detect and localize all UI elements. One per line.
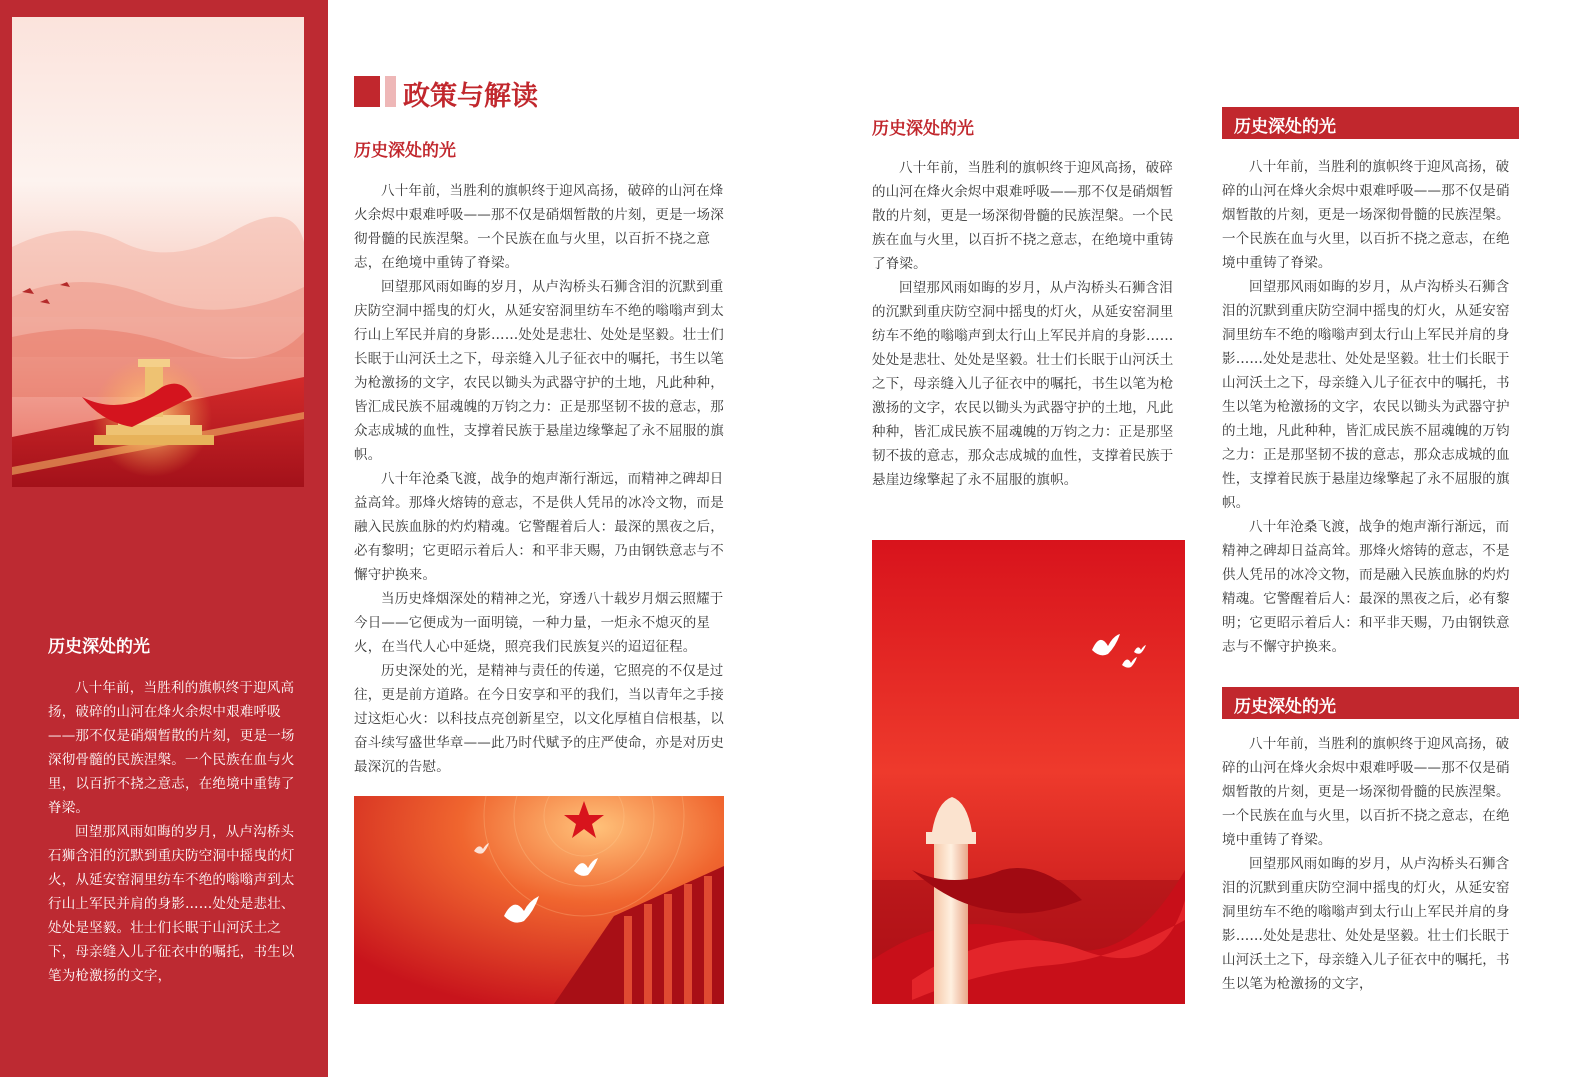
middle-paragraph-1: 八十年前，当胜利的旗帜终于迎风高扬，破碎的山河在烽火余烬中艰难呼吸——那不仅是硝烟暂散的片刻，更是一场深彻骨髓的民族涅槃。一个民族在血与火里，以百折不挠之意志，在绝境中重铸了脊梁。 [354,183,724,271]
left-heading: 历史深处的光 [48,637,150,657]
left-body-text [48,676,299,988]
middle-paragraph-2: 回望那风雨如晦的岁月，从卢沟桥头石狮含泪的沉默到重庆防空洞中摇曳的灯火，从延安窑洞里纺车不绝的嗡嗡声到太行山上军民并肩的身影……处处是悲壮、处处是坚毅。壮士们长眠于山河沃土之下，母亲缝入儿子征衣中的嘱托，书生以笔为枪激扬的文字，农民以锄头为武器守护的土地，凡此种种，皆汇成民族不屈魂魄的万钧之力：正是那坚韧不拔的意志，那众志成城的血性，支撑着民族于悬崖边缘擎起了永不屈服的旗帜。 [354,279,724,463]
right-middle-huabiao-image [872,540,1185,1004]
right-heading-2: 历史深处的光 [1234,697,1336,717]
section-title-mark-light [385,76,396,107]
right-block1-paragraph-3: 八十年沧桑飞渡，战争的炮声渐行渐远，而精神之碑却日益高耸。那烽火熔铸的意志，不是供人凭吊的冰冷文物，而是融入民族血脉的灼灼精魂。它警醒着后人：最深的黑夜之后，必有黎明；它更昭示着后人：和平非天赐，乃由钢铁意志与不懈守护换来。 [1222,519,1510,655]
left-paragraph-2: 回望那风雨如晦的岁月，从卢沟桥头石狮含泪的沉默到重庆防空洞中摇曳的灯火，从延安窑洞里纺车不绝的嗡嗡声到太行山上军民并肩的身影……处处是悲壮、处处是坚毅。壮士们长眠于山河沃土之下，母亲缝入儿子征衣中的嘱托，书生以笔为枪激扬的文字， [48,824,295,984]
middle-paragraph-4: 当历史烽烟深处的精神之光，穿透八十载岁月烟云照耀于今日——它便成为一面明镜，一种力量，一炬永不熄灭的星火，在当代人心中延烧，照亮我们民族复兴的迢迢征程。 [354,591,724,655]
left-paragraph-1: 八十年前，当胜利的旗帜终于迎风高扬，破碎的山河在烽火余烬中艰难呼吸——那不仅是硝烟暂散的片刻，更是一场深彻骨髓的民族涅槃。一个民族在血与火里，以百折不挠之意志，在绝境中重铸了脊梁。 [48,680,295,816]
right-middle-body-text [872,156,1182,492]
section-title-mark [354,76,380,107]
middle-hall-image [354,796,724,1004]
right-block2-paragraph-1: 八十年前，当胜利的旗帜终于迎风高扬，破碎的山河在烽火余烬中艰难呼吸——那不仅是硝烟暂散的片刻，更是一场深彻骨髓的民族涅槃。一个民族在血与火里，以百折不挠之意志，在绝境中重铸了脊梁。 [1222,736,1510,848]
right-block1-paragraph-2: 回望那风雨如晦的岁月，从卢沟桥头石狮含泪的沉默到重庆防空洞中摇曳的灯火，从延安窑洞里纺车不绝的嗡嗡声到太行山上军民并肩的身影……处处是悲壮、处处是坚毅。壮士们长眠于山河沃土之下，母亲缝入儿子征衣中的嘱托，书生以笔为枪激扬的文字，农民以锄头为武器守护的土地，凡此种种，皆汇成民族不屈魂魄的万钧之力：正是那坚韧不拔的意志，那众志成城的血性，支撑着民族于悬崖边缘擎起了永不屈服的旗帜。 [1222,279,1510,511]
left-cover-image [12,17,304,487]
right-block1-paragraph-1: 八十年前，当胜利的旗帜终于迎风高扬，破碎的山河在烽火余烬中艰难呼吸——那不仅是硝烟暂散的片刻，更是一场深彻骨髓的民族涅槃。一个民族在血与火里，以百折不挠之意志，在绝境中重铸了脊梁。 [1222,159,1510,271]
middle-heading: 历史深处的光 [354,141,456,161]
right-middle-heading: 历史深处的光 [872,119,974,139]
right-body-text-1 [1222,155,1519,659]
right-heading-band-2 [1222,687,1519,719]
right-middle-paragraph-2: 回望那风雨如晦的岁月，从卢沟桥头石狮含泪的沉默到重庆防空洞中摇曳的灯火，从延安窑洞里纺车不绝的嗡嗡声到太行山上军民并肩的身影……处处是悲壮、处处是坚毅。壮士们长眠于山河沃土之下，母亲缝入儿子征衣中的嘱托，书生以笔为枪激扬的文字，农民以锄头为武器守护的土地，凡此种种，皆汇成民族不屈魂魄的万钧之力：正是那坚韧不拔的意志，那众志成城的血性，支撑着民族于悬崖边缘擎起了永不屈服的旗帜。 [872,280,1174,488]
right-middle-paragraph-1: 八十年前，当胜利的旗帜终于迎风高扬，破碎的山河在烽火余烬中艰难呼吸——那不仅是硝烟暂散的片刻，更是一场深彻骨髓的民族涅槃。一个民族在血与火里，以百折不挠之意志，在绝境中重铸了脊梁。 [872,160,1174,272]
middle-body-text [354,179,724,779]
right-heading-1: 历史深处的光 [1234,117,1336,137]
right-block2-paragraph-2: 回望那风雨如晦的岁月，从卢沟桥头石狮含泪的沉默到重庆防空洞中摇曳的灯火，从延安窑洞里纺车不绝的嗡嗡声到太行山上军民并肩的身影……处处是悲壮、处处是坚毅。壮士们长眠于山河沃土之下，母亲缝入儿子征衣中的嘱托，书生以笔为枪激扬的文字， [1222,856,1510,992]
middle-paragraph-3: 八十年沧桑飞渡，战争的炮声渐行渐远，而精神之碑却日益高耸。那烽火熔铸的意志，不是供人凭吊的冰冷文物，而是融入民族血脉的灼灼精魂。它警醒着后人：最深的黑夜之后，必有黎明；它更昭示着后人：和平非天赐，乃由钢铁意志与不懈守护换来。 [354,471,724,583]
right-body-text-2 [1222,732,1519,996]
middle-paragraph-5: 历史深处的光，是精神与责任的传递，它照亮的不仅是过往，更是前方道路。在今日安享和平的我们，当以青年之手接过这炬心火：以科技点亮创新星空，以文化厚植自信根基，以奋斗续写盛世华章——此乃时代赋予的庄严使命，亦是对历史最深沉的告慰。 [354,663,724,775]
section-title: 政策与解读 [403,81,538,112]
right-heading-band-1 [1222,107,1519,139]
